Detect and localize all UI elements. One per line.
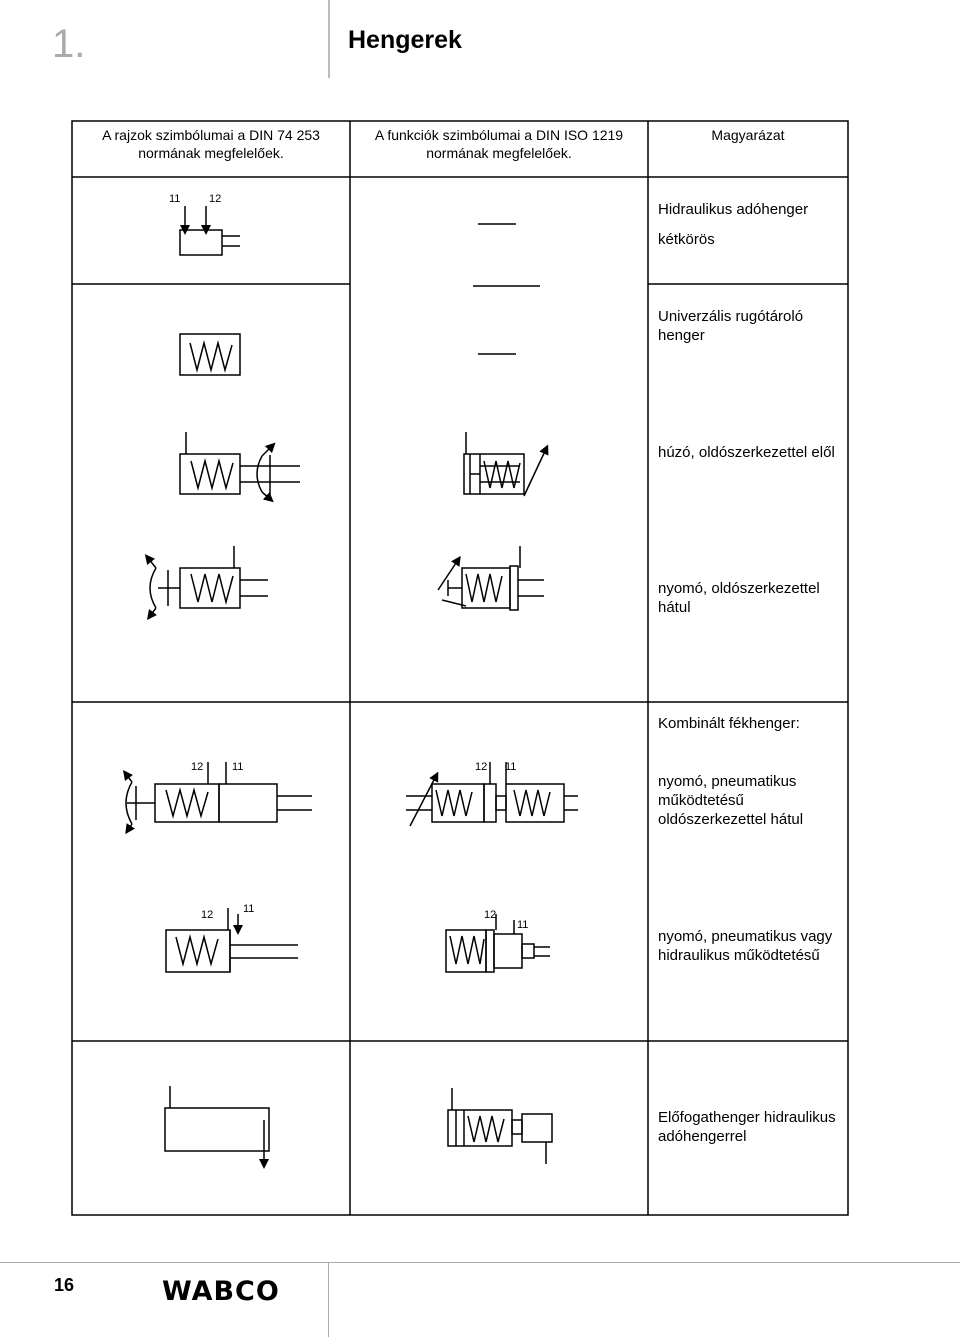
symbol-elofogathenger-iso <box>448 1088 552 1164</box>
port-label-11-iso-row6: 11 <box>517 919 529 931</box>
explanation-nyomo-pneumatikus-vagy-hidraulikus: nyomó, pneumatikus vagy hidraulikus működtetésű <box>658 928 833 964</box>
symbol-nyomo-hatul-din <box>148 546 268 616</box>
col-header-magyarazat: Magyarázat <box>711 127 785 143</box>
port-label-11-iso-kombinalt: 11 <box>505 761 517 773</box>
symbol-elofogathenger-din <box>165 1086 269 1164</box>
explanation-univerzalis-rugotarolo: Univerzális rugótároló henger <box>658 308 804 344</box>
explanation-ketkoros: kétkörös <box>658 231 715 248</box>
port-label-12-iso-kombinalt: 12 <box>475 761 488 773</box>
explanation-elofogathenger: Előfogathenger hidraulikus adóhengerrel <box>658 1109 836 1145</box>
port-label-11-din-kombinalt: 11 <box>232 761 244 773</box>
symbol-huzo-elol-din <box>180 432 300 499</box>
port-label-11-row1: 11 <box>169 193 181 205</box>
wabco-logo: WABCO <box>162 1276 280 1307</box>
symbol-hidraulikus-adohenger-din <box>180 206 240 255</box>
symbol-pneumatikus-hidraulikus-din <box>166 908 298 972</box>
chapter-title: Hengerek <box>348 26 462 54</box>
symbol-pneumatikus-hidraulikus-iso <box>446 914 550 972</box>
symbol-kombinalt-din <box>126 762 312 830</box>
symbol-huzo-elol-iso <box>464 432 546 496</box>
explanation-hidraulikus-adohenger: Hidraulikus adóhenger <box>658 201 809 218</box>
port-label-12-din-kombinalt: 12 <box>191 761 204 773</box>
port-label-12-din-row6: 12 <box>201 909 214 921</box>
explanation-kombinalt-fekhenger: Kombinált fékhenger: <box>658 715 800 732</box>
table-border <box>72 121 848 1215</box>
page-number: 16 <box>54 1275 75 1295</box>
symbol-nyomo-hatul-iso <box>438 546 544 610</box>
port-label-12-row1: 12 <box>209 193 222 205</box>
explanation-huzo-elol: húzó, oldószerkezettel elől <box>658 444 835 461</box>
col-header-din-iso-1219: A funkciók szimbólumai a DIN ISO 1219 normának megfelelőek. <box>374 127 624 161</box>
footer-vertical-divider <box>328 1262 329 1337</box>
port-label-12-iso-row6: 12 <box>484 909 497 921</box>
explanation-nyomo-hatul: nyomó, oldószerkezettel hátul <box>658 580 820 616</box>
chapter-number: 1. <box>52 22 86 66</box>
symbol-kombinalt-iso <box>406 762 578 826</box>
footer-divider <box>0 1262 960 1263</box>
explanation-nyomo-pneumatikus: nyomó, pneumatikus működtetésű oldószerkezettel hátul <box>658 773 804 828</box>
col-header-din-74253: A rajzok szimbólumai a DIN 74 253 normának megfelelőek. <box>102 127 320 161</box>
port-label-11-din-row6: 11 <box>243 903 255 915</box>
symbol-rugotarolo-din <box>180 334 240 375</box>
